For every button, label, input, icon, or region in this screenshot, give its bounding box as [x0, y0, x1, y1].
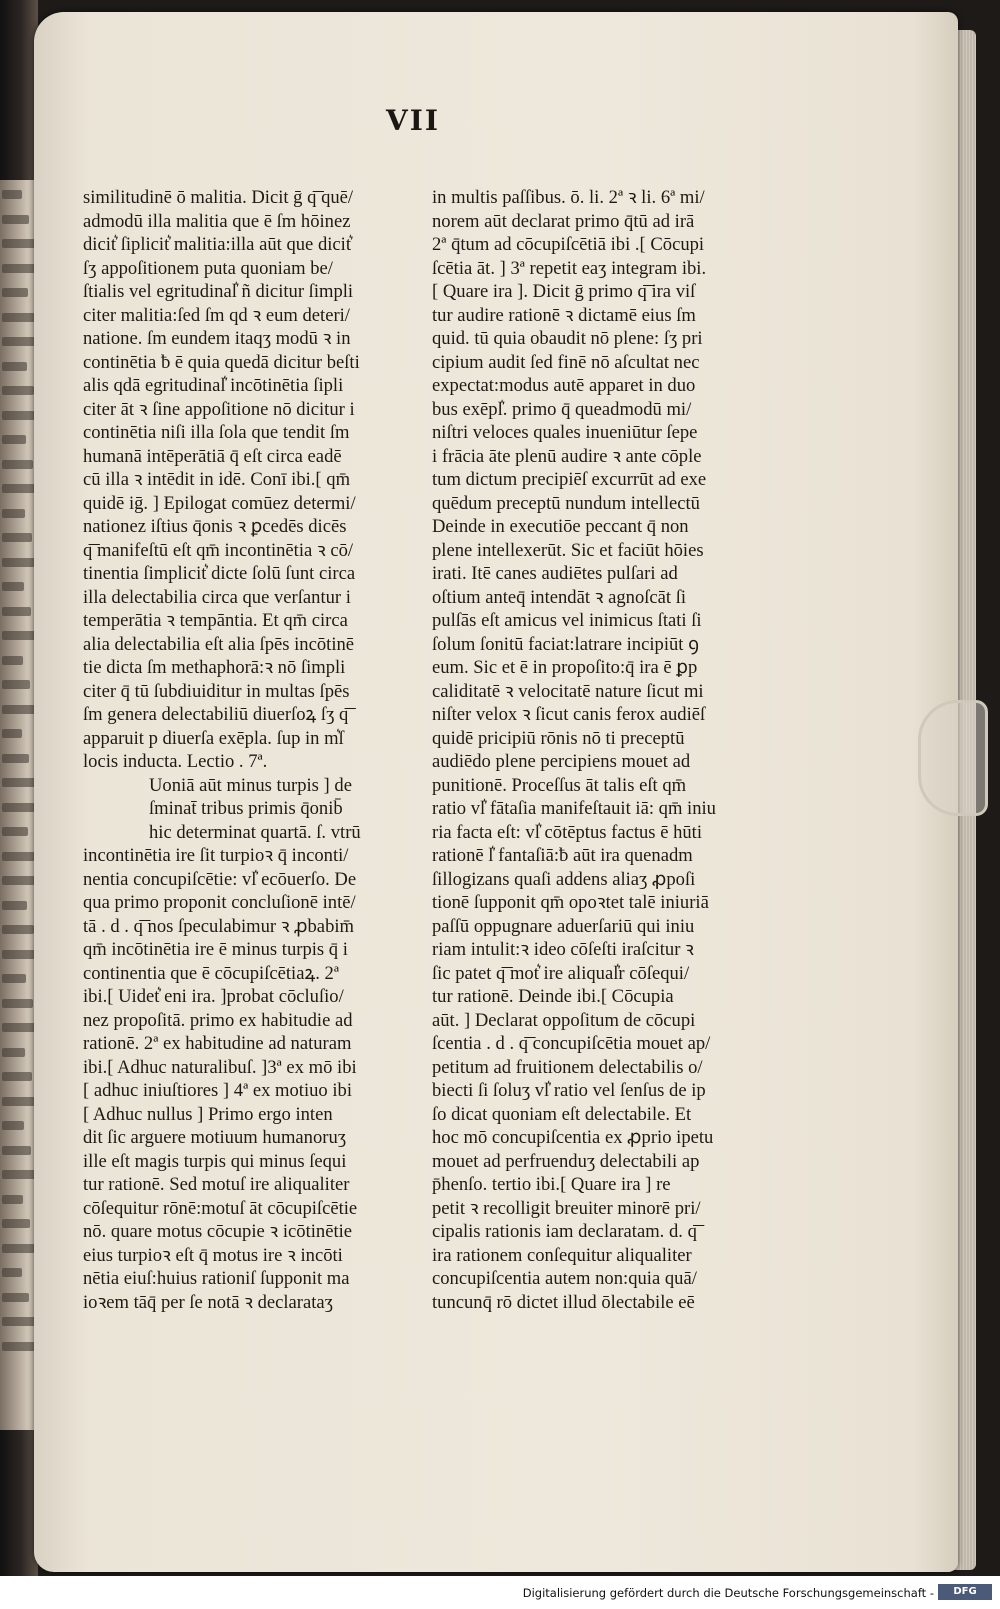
text-line: natione. ſm eundem itaqʒ modū ꝛ in: [83, 328, 351, 349]
text-line: citer malitia:ſed ſm qd ꝛ eum deteri/: [83, 304, 350, 326]
ghost-text-line: [2, 190, 22, 199]
ghost-text-line: [2, 582, 24, 591]
text-line: ſʒ appoſitionem puta quoniam be/: [83, 257, 333, 279]
text-line: bus exēpl͛. primo q̄ queadmodū mi/: [432, 398, 692, 420]
text-line: 2ª q̄tum ad cōcupiſcētiā ibi .[ Cōcupi: [432, 234, 705, 255]
text-line: i frācia āte plenū audire ꝛ ante cōple: [432, 445, 702, 467]
text-line: caliditatē ꝛ velocitatē nature ſicut mi: [432, 680, 704, 702]
text-line: illa delectabilia circa que verſantur i: [83, 586, 351, 608]
text-line: petit ꝛ recolligit breuiter minorē pri/: [432, 1197, 701, 1219]
ghost-text-line: [2, 1219, 30, 1228]
ghost-text-line: [2, 1195, 23, 1204]
text-line: ſic patet q͞ mot͛ ire aliqual͛r cōſequi/: [432, 962, 690, 984]
text-line: tur audire rationē ꝛ dictamē eius ſm: [432, 304, 696, 326]
text-line: aūt. ] Declarat oppoſitum de cōcupi: [432, 1009, 696, 1031]
ghost-text-line: [2, 754, 29, 763]
text-line: [ Adhuc nullus ] Primo ergo inten: [83, 1103, 333, 1125]
text-line: dit ſic arguere motiuum humanoruʒ: [83, 1127, 346, 1148]
ghost-text-line: [2, 215, 29, 224]
text-line: continētia niſi illa ſola que tendit ſm: [83, 422, 350, 443]
text-line: tionē ſupponit qm̄ opoꝛtet talē iniuriā: [432, 892, 709, 913]
text-line: admodū illa malitia que ē ſm hōinez: [83, 210, 351, 232]
text-line: p̄henſo. tertio ibi.[ Quare ira ] re: [432, 1174, 671, 1195]
text-line: nētia eiuſ:huius rationiſ ſupponit ma: [83, 1268, 350, 1289]
text-line: Deinde in executiōe peccant q̄ non: [432, 516, 689, 537]
ghost-text-line: [2, 631, 38, 640]
text-line: punitionē. Proceſſus āt talis eſt qm̄: [432, 774, 687, 796]
ghost-text-line: [2, 680, 30, 689]
text-line: tur rationē. Deinde ibi.[ Cōcupia: [432, 986, 674, 1007]
text-line: oſtium anteq̄ intendāt ꝛ agnoſcāt ſi: [432, 586, 687, 608]
text-line: apparuit p diuerſa exēpla. ſup in m͛ſ: [83, 727, 344, 749]
text-line: similitudinē ō malitia. Dicit ḡ q͞ quē/: [83, 187, 354, 208]
folio-number: VII: [386, 104, 440, 137]
text-line: quidē pricipiū rōnis nō ti preceptū: [432, 727, 685, 749]
text-line: quid. tū quia obaudit nō plene: ſʒ pri: [432, 328, 703, 349]
text-line: petitum ad fruitionem delectabilis o/: [432, 1056, 703, 1078]
text-line: nentia concupiſcētie: vl͛ ecōuerſo. De: [83, 868, 357, 890]
ghost-text-line: [2, 729, 22, 738]
ghost-text-line: [2, 239, 36, 248]
text-line: alis qdā egritudinal͛ incōtinētia ſipli: [83, 375, 344, 396]
ghost-text-line: [2, 999, 33, 1008]
text-line: quidē iḡ. ] Epilogat comūez determi/: [83, 492, 356, 514]
ghost-text-line: [2, 901, 27, 910]
text-line: biecti ſi ſoluʒ vl͛ ratio vel ſenſus de ip: [432, 1080, 706, 1101]
text-line: humanā intēperātiā q̄ eſt circa eadē: [83, 445, 342, 467]
text-line: audiēdo plene percipiens mouet ad: [432, 751, 691, 772]
text-line: cōſequitur rōnē:motuſ āt cōcupiſcētie: [83, 1197, 358, 1219]
text-line: qm̄ incōtinētia ire ē minus turpis q̄ i: [83, 939, 348, 960]
text-line: ſolum ſonitū faciat:latrare incipiūt ꝯ: [432, 633, 700, 655]
text-line: ioꝛem tāq̄ per ſe notā ꝛ declarataʒ: [83, 1291, 333, 1313]
text-line: ratio vl͛ fātaſia manifeſtauit iā: qm̄ iniu: [432, 798, 716, 819]
ghost-text-line: [2, 1121, 24, 1130]
text-line: qua primo proponit concluſionē intē/: [83, 892, 356, 913]
text-line: [ adhuc iniuſtiores ] 4ª ex motiuo ibi: [83, 1080, 353, 1101]
ghost-text-line: [2, 1244, 37, 1253]
text-line: ſtialis vel egritudinal͛ ñ dicitur ſimpli: [83, 281, 354, 302]
text-line: ſillogizans quaſi addens aliaʒ ꝓpoſi: [432, 868, 696, 890]
text-line: Uoniā aūt minus turpis ] de: [149, 774, 352, 796]
ghost-text-line: [2, 656, 23, 665]
text-line: niſtri veloces quales inueniūtur ſepe: [432, 422, 698, 443]
ghost-text-line: [2, 313, 35, 322]
text-line: tie dicta ſm methaphorā:ꝛ nō ſimpli: [83, 657, 346, 678]
text-line: pulſās eſt amicus vel inimicus ſtati ſi: [432, 610, 702, 631]
text-line: ibi.[ Uidet͛ eni ira. ]probat cōcluſio/: [83, 986, 344, 1007]
text-line: ſcētia āt. ] 3ª repetit eaʒ integram ibi.: [432, 257, 707, 279]
text-line: quēdum preceptū nundum intellectū: [432, 492, 700, 514]
ghost-text-line: [2, 974, 26, 983]
text-line: [ Quare ira ]. Dicit ḡ primo q͞ ira viſ: [432, 281, 696, 302]
dfg-logo: DFG: [938, 1584, 992, 1600]
ghost-text-line: [2, 362, 27, 371]
ghost-text-line: [2, 778, 36, 787]
text-line: hoc mō concupiſcentia ex ꝓprio ipetu: [432, 1127, 714, 1148]
ghost-text-line: [2, 1072, 32, 1081]
ghost-text-line: [2, 1146, 31, 1155]
ghost-text-line: [2, 1317, 36, 1326]
ghost-text-line: [2, 460, 33, 469]
footer-credit: Digitalisierung gefördert durch die Deutsche Forschungsgemeinschaft -: [522, 1586, 934, 1600]
ghost-text-line: [2, 925, 34, 934]
text-line: niſter velox ꝛ ſicut canis ferox audiēſ: [432, 704, 706, 725]
text-line: eum. Sic et ē in propoſito:q̄ ira ē ꝑp: [432, 657, 698, 678]
ghost-text-line: [2, 1268, 22, 1277]
text-line: ille eſt magis turpis qui minus ſequi: [83, 1150, 347, 1172]
text-line: mouet ad perfruenduʒ delectabili ap: [432, 1150, 700, 1172]
text-line: plene intellexerūt. Sic et faciūt hōies: [432, 539, 704, 561]
text-line: nez propoſitā. primo ex habitudie ad: [83, 1009, 353, 1031]
text-line: ibi.[ Adhuc naturalibuſ. ]3ª ex mō ibi: [83, 1056, 357, 1078]
text-line: ſm genera delectabiliū diuerſoꝝ ſʒ q͞: [83, 704, 349, 725]
right-text-column: [432, 186, 752, 1314]
text-line: cipalis rationis iam declaratam. d. q͞: [432, 1221, 697, 1242]
ghost-text-line: [2, 1170, 38, 1179]
text-line: rationē. 2ª ex habitudine ad naturam: [83, 1033, 352, 1054]
text-line: ria facta eſt: vl͛ cōtēptus factus ē hūti: [432, 821, 703, 843]
text-line: citer q̄ tū ſubdiuiditur in multas ſpēs: [83, 680, 350, 702]
ghost-text-line: [2, 607, 31, 616]
text-line: cū illa ꝛ intēdit in idē. Conī ibi.[ qm̄: [83, 469, 351, 490]
text-line: ſminat̄ tribus primis q̄onib̄: [149, 798, 343, 819]
text-line: q͞ manifeſtū eſt qm̄ incontinētia ꝛ cō/: [83, 539, 354, 561]
text-line: nō. quare motus cōcupie ꝛ icōtinētie: [83, 1221, 353, 1242]
left-text-column: [83, 186, 403, 1314]
text-line: dicit͛ ſiplicit͛ malitia:illa aūt que dicit͛: [83, 234, 351, 255]
text-line: tinentia ſimplicit͛ dicte ſolū ſunt circa: [83, 563, 356, 584]
text-line: ira rationem conſequitur aliqualiter: [432, 1244, 692, 1266]
text-line: tuncunq̄ rō dictet illud ōlectabile eē: [432, 1291, 695, 1313]
text-line: alia delectabilia eſt alia ſpēs incōtinē: [83, 633, 355, 655]
text-line: hic determinat quartā. ſ. vtrū: [149, 821, 361, 843]
text-line: riam intulit:ꝛ ideo cōſeſti iraſcitur ꝛ: [432, 939, 694, 960]
ghost-text-line: [2, 1293, 29, 1302]
text-line: ſo dicat quoniam eſt delectabile. Et: [432, 1103, 692, 1125]
text-line: in multis paſſibus. ō. li. 2ª ꝛ li. 6ª mi/: [432, 187, 705, 208]
ghost-text-line: [2, 705, 37, 714]
ghost-text-line: [2, 386, 34, 395]
ghost-text-line: [2, 435, 26, 444]
ghost-text-line: [2, 852, 35, 861]
text-line: continentia que ē cōcupiſcētiaꝝ. 2ª: [83, 962, 339, 984]
text-line: nationez iſtius q̄onis ꝛ ꝑcedēs dicēs: [83, 516, 347, 537]
text-line: cipium audit ſed finē nō aſcultat nec: [432, 351, 700, 373]
text-line: paſſū oppugnare aduerſariū qui iniu: [432, 915, 695, 937]
ghost-text-line: [2, 827, 28, 836]
ghost-text-line: [2, 1048, 25, 1057]
ghost-text-line: [2, 533, 32, 542]
text-line: temperātia ꝛ tempāntia. Et qm̄ circa: [83, 610, 348, 631]
text-line: locis inducta. Lectio . 7ª.: [83, 751, 268, 772]
text-line: tā . d . q͞ nos ſpeculabimur ꝛ ꝓbabim̄: [83, 915, 354, 937]
text-line: concupiſcentia autem non:quia quā/: [432, 1268, 697, 1289]
text-line: tur rationē. Sed motuſ ire aliqualiter: [83, 1174, 350, 1195]
text-line: citer āt ꝛ ſine appoſitione nō dicitur i: [83, 398, 355, 420]
text-line: norem aūt declarat primo q̄tū ad irā: [432, 210, 695, 232]
text-line: expectat:modus autē apparet in duo: [432, 375, 696, 396]
ghost-text-line: [2, 509, 25, 518]
text-line: incontinētia ire ſit turpioꝛ q̄ inconti/: [83, 845, 349, 866]
text-line: tum dictum precipiēſ excurrūt ad exe: [432, 469, 707, 490]
page-clip: [918, 700, 988, 816]
text-line: irati. Itē canes audiētes pulſari ad: [432, 563, 678, 584]
digitization-footer: [0, 1576, 1000, 1609]
text-line: rationē l͛ fantaſiā:ƀ aūt ira quenadm: [432, 845, 693, 866]
ghost-text-line: [2, 288, 28, 297]
text-line: ſcentia . d . q͞ concupiſcētia mouet ap/: [432, 1033, 711, 1054]
text-line: eius turpioꝛ eſt q̄ motus ire ꝛ incōti: [83, 1244, 343, 1266]
text-line: continētia ƀ ē quia quedā dicitur beſti: [83, 351, 360, 373]
